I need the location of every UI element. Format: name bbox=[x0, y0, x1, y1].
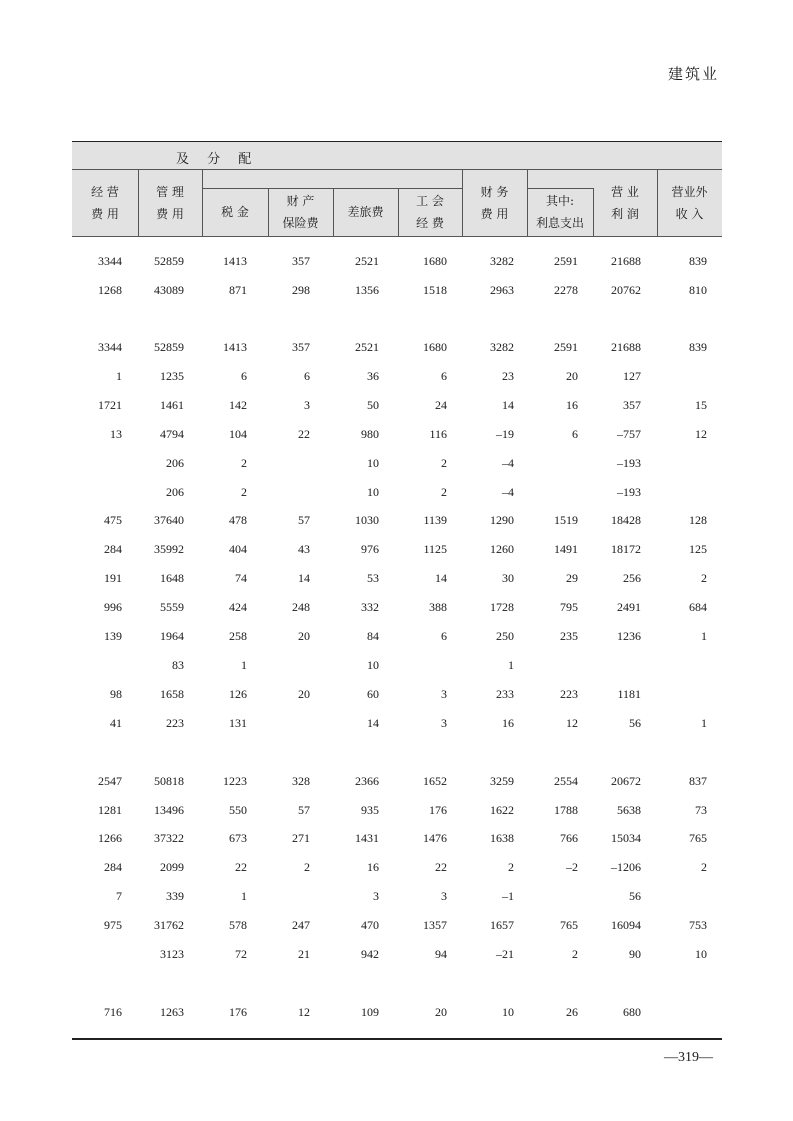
page-number: —319— bbox=[664, 1050, 713, 1065]
table-cell: 2 bbox=[304, 860, 310, 874]
table-cell: 2591 bbox=[554, 340, 578, 354]
table-cell: 16094 bbox=[611, 918, 641, 932]
table-cell: 4794 bbox=[160, 427, 184, 441]
table-cell: 1290 bbox=[490, 513, 514, 527]
table-cell: 10 bbox=[367, 658, 379, 672]
table-cell: 29 bbox=[566, 571, 578, 585]
table-cell: 57 bbox=[298, 513, 310, 527]
table-cell: 72 bbox=[235, 947, 247, 961]
table-cell: 22 bbox=[435, 860, 447, 874]
table-cell: 16 bbox=[502, 716, 514, 730]
table-cell: 90 bbox=[629, 947, 641, 961]
table-cell: 104 bbox=[229, 427, 247, 441]
table-cell: 753 bbox=[689, 918, 707, 932]
table-cell: 10 bbox=[367, 485, 379, 499]
table-cell: 16 bbox=[367, 860, 379, 874]
column-header: 营业外 收 入 bbox=[671, 185, 708, 221]
table-row bbox=[72, 889, 722, 907]
table-cell: 50 bbox=[367, 398, 379, 412]
table-cell: 810 bbox=[689, 283, 707, 297]
table-cell: 3 bbox=[373, 889, 379, 903]
table-cell: 3 bbox=[304, 398, 310, 412]
table-cell: 766 bbox=[560, 831, 578, 845]
table-cell: 3282 bbox=[490, 254, 514, 268]
table-row bbox=[72, 542, 722, 560]
table-cell: –19 bbox=[496, 427, 514, 441]
table-cell: –1206 bbox=[611, 860, 641, 874]
table-cell: 139 bbox=[104, 629, 122, 643]
table-cell: 6 bbox=[304, 369, 310, 383]
table-row bbox=[72, 340, 722, 358]
table-cell: 716 bbox=[104, 1005, 122, 1019]
table-cell: 23 bbox=[502, 369, 514, 383]
table-cell: 1 bbox=[116, 369, 122, 383]
table-cell: 1266 bbox=[98, 831, 122, 845]
table-cell: –21 bbox=[496, 947, 514, 961]
table-row bbox=[72, 629, 722, 647]
table-cell: 2099 bbox=[160, 860, 184, 874]
table-cell: 60 bbox=[367, 687, 379, 701]
table-cell: 3344 bbox=[98, 340, 122, 354]
table-cell: 1431 bbox=[355, 831, 379, 845]
table-cell: 942 bbox=[361, 947, 379, 961]
table-cell: 2 bbox=[508, 860, 514, 874]
table-cell: 14 bbox=[298, 571, 310, 585]
table-cell: 131 bbox=[229, 716, 247, 730]
table-cell: 284 bbox=[104, 860, 122, 874]
table-row bbox=[72, 398, 722, 416]
table-cell: 2521 bbox=[355, 254, 379, 268]
table-cell: 2591 bbox=[554, 254, 578, 268]
table-cell: –4 bbox=[502, 456, 514, 470]
table-cell: 16 bbox=[566, 398, 578, 412]
table-row bbox=[72, 774, 722, 792]
table-cell: 2 bbox=[701, 860, 707, 874]
table-cell: 1139 bbox=[423, 513, 447, 527]
table-cell: 20 bbox=[298, 629, 310, 643]
table-cell: 578 bbox=[229, 918, 247, 932]
table-cell: 21688 bbox=[611, 254, 641, 268]
table-cell: 3259 bbox=[490, 774, 514, 788]
table-cell: 684 bbox=[689, 600, 707, 614]
table-cell: –757 bbox=[617, 427, 641, 441]
table-cell: 1356 bbox=[355, 283, 379, 297]
table-cell: 15034 bbox=[611, 831, 641, 845]
table-cell: 22 bbox=[298, 427, 310, 441]
table-cell: 673 bbox=[229, 831, 247, 845]
table-cell: 765 bbox=[689, 831, 707, 845]
table-cell: 3123 bbox=[160, 947, 184, 961]
table-cell: 128 bbox=[689, 513, 707, 527]
table-cell: 1622 bbox=[490, 803, 514, 817]
table-cell: 109 bbox=[361, 1005, 379, 1019]
table-cell: 1 bbox=[701, 716, 707, 730]
column-header: 税 金 bbox=[221, 205, 249, 219]
table-cell: 12 bbox=[695, 427, 707, 441]
table-row bbox=[72, 687, 722, 705]
table-row bbox=[72, 918, 722, 936]
table-cell: 871 bbox=[229, 283, 247, 297]
table-cell: 1263 bbox=[160, 1005, 184, 1019]
column-header: 经 营 费 用 bbox=[91, 185, 119, 221]
column-header: 管 理 费 用 bbox=[156, 185, 184, 221]
column-header: 工 会 经 费 bbox=[416, 194, 444, 230]
table-cell: 250 bbox=[496, 629, 514, 643]
table-cell: 5559 bbox=[160, 600, 184, 614]
table-cell: 1491 bbox=[554, 542, 578, 556]
table-cell: 191 bbox=[104, 571, 122, 585]
table-row bbox=[72, 571, 722, 589]
table-cell: 839 bbox=[689, 340, 707, 354]
table-cell: 357 bbox=[292, 254, 310, 268]
table-cell: 20 bbox=[298, 687, 310, 701]
table-cell: 404 bbox=[229, 542, 247, 556]
table-cell: 43 bbox=[298, 542, 310, 556]
table-row bbox=[72, 803, 722, 821]
table-cell: 22 bbox=[235, 860, 247, 874]
table-cell: 176 bbox=[429, 803, 447, 817]
table-cell: 475 bbox=[104, 513, 122, 527]
table-cell: 258 bbox=[229, 629, 247, 643]
table-cell: 6 bbox=[241, 369, 247, 383]
table-cell: 1680 bbox=[423, 340, 447, 354]
table-cell: 1519 bbox=[554, 513, 578, 527]
table-row bbox=[72, 600, 722, 618]
table-cell: 1260 bbox=[490, 542, 514, 556]
column-header: 财 务 费 用 bbox=[480, 185, 509, 221]
table-cell: 37640 bbox=[154, 513, 184, 527]
table-cell: 1964 bbox=[160, 629, 184, 643]
table-cell: 1518 bbox=[423, 283, 447, 297]
table-cell: 357 bbox=[623, 398, 641, 412]
table-cell: 935 bbox=[361, 803, 379, 817]
table-row bbox=[72, 485, 722, 503]
table-cell: 837 bbox=[689, 774, 707, 788]
table-cell: 975 bbox=[104, 918, 122, 932]
table-cell: 2 bbox=[441, 485, 447, 499]
table-cell: 1413 bbox=[223, 340, 247, 354]
table-cell: 247 bbox=[292, 918, 310, 932]
table-cell: 235 bbox=[560, 629, 578, 643]
table-cell: 1721 bbox=[98, 398, 122, 412]
table-cell: 84 bbox=[367, 629, 379, 643]
table-cell: 3 bbox=[441, 687, 447, 701]
table-title: 及 分 配 bbox=[176, 152, 252, 167]
table-cell: 1223 bbox=[223, 774, 247, 788]
table-cell: 35992 bbox=[154, 542, 184, 556]
table-cell: 1125 bbox=[423, 542, 447, 556]
table-cell: –193 bbox=[617, 456, 641, 470]
table-cell: 3282 bbox=[490, 340, 514, 354]
table-cell: 1 bbox=[241, 889, 247, 903]
table-cell: 1 bbox=[701, 629, 707, 643]
table-cell: 26 bbox=[566, 1005, 578, 1019]
table-cell: 284 bbox=[104, 542, 122, 556]
table-cell: 1648 bbox=[160, 571, 184, 585]
running-head: 建筑业 bbox=[667, 65, 719, 83]
table-cell: 1658 bbox=[160, 687, 184, 701]
table-cell: 15 bbox=[695, 398, 707, 412]
table-cell: 2278 bbox=[554, 283, 578, 297]
table-cell: 795 bbox=[560, 600, 578, 614]
table-cell: 74 bbox=[235, 571, 247, 585]
table-cell: 20762 bbox=[611, 283, 641, 297]
table-cell: 10 bbox=[367, 456, 379, 470]
table-cell: 1788 bbox=[554, 803, 578, 817]
table-cell: 332 bbox=[361, 600, 379, 614]
table-cell: 18428 bbox=[611, 513, 641, 527]
table-cell: 10 bbox=[502, 1005, 514, 1019]
table-cell: 1 bbox=[508, 658, 514, 672]
table-cell: 7 bbox=[116, 889, 122, 903]
table-row bbox=[72, 369, 722, 387]
table-cell: 1030 bbox=[355, 513, 379, 527]
table-bottom-rule bbox=[72, 1038, 722, 1040]
table-cell: –4 bbox=[502, 485, 514, 499]
table-cell: –2 bbox=[566, 860, 578, 874]
table-title-band bbox=[72, 142, 722, 170]
table-cell: 1413 bbox=[223, 254, 247, 268]
table-cell: 116 bbox=[429, 427, 447, 441]
table-cell: 14 bbox=[367, 716, 379, 730]
table-cell: 56 bbox=[629, 716, 641, 730]
table-cell: 424 bbox=[229, 600, 247, 614]
table-cell: 478 bbox=[229, 513, 247, 527]
table-cell: 50818 bbox=[154, 774, 184, 788]
table-cell: 2521 bbox=[355, 340, 379, 354]
table-cell: 680 bbox=[623, 1005, 641, 1019]
table-cell: 21688 bbox=[611, 340, 641, 354]
table-cell: 248 bbox=[292, 600, 310, 614]
table-cell: 14 bbox=[502, 398, 514, 412]
table-cell: 223 bbox=[166, 716, 184, 730]
table-cell: 839 bbox=[689, 254, 707, 268]
table-cell: 1357 bbox=[423, 918, 447, 932]
table-cell: 1281 bbox=[98, 803, 122, 817]
table-cell: 12 bbox=[566, 716, 578, 730]
table-cell: 30 bbox=[502, 571, 514, 585]
table-cell: 2366 bbox=[355, 774, 379, 788]
table-cell: 256 bbox=[623, 571, 641, 585]
table-cell: 52859 bbox=[154, 340, 184, 354]
table-cell: 53 bbox=[367, 571, 379, 585]
table-cell: 125 bbox=[689, 542, 707, 556]
table-cell: 2 bbox=[241, 485, 247, 499]
table-cell: 298 bbox=[292, 283, 310, 297]
column-header: 财 产 保险费 bbox=[282, 194, 319, 230]
table-cell: 6 bbox=[572, 427, 578, 441]
table-cell: 2547 bbox=[98, 774, 122, 788]
table-cell: 43089 bbox=[154, 283, 184, 297]
table-row bbox=[72, 283, 722, 301]
table-row bbox=[72, 658, 722, 676]
table-cell: 765 bbox=[560, 918, 578, 932]
table-cell: 73 bbox=[695, 803, 707, 817]
table-cell: 18172 bbox=[611, 542, 641, 556]
table-cell: 12 bbox=[298, 1005, 310, 1019]
table-cell: 2 bbox=[701, 571, 707, 585]
table-cell: 1657 bbox=[490, 918, 514, 932]
table-cell: 357 bbox=[292, 340, 310, 354]
table-cell: 20 bbox=[566, 369, 578, 383]
table-cell: 36 bbox=[367, 369, 379, 383]
table-row bbox=[72, 427, 722, 445]
column-header: 差旅费 bbox=[347, 205, 384, 219]
table-cell: –193 bbox=[617, 485, 641, 499]
table-cell: 57 bbox=[298, 803, 310, 817]
table-cell: 470 bbox=[361, 918, 379, 932]
table-cell: 223 bbox=[560, 687, 578, 701]
table-cell: 56 bbox=[629, 889, 641, 903]
table-cell: 2491 bbox=[617, 600, 641, 614]
table-cell: 1461 bbox=[160, 398, 184, 412]
table-cell: 1476 bbox=[423, 831, 447, 845]
table-cell: 328 bbox=[292, 774, 310, 788]
table-cell: 1235 bbox=[160, 369, 184, 383]
table-cell: 2963 bbox=[490, 283, 514, 297]
table-cell: 3344 bbox=[98, 254, 122, 268]
table-cell: 2 bbox=[241, 456, 247, 470]
table-cell: 388 bbox=[429, 600, 447, 614]
table-cell: 20672 bbox=[611, 774, 641, 788]
table-cell: 3 bbox=[441, 889, 447, 903]
table-cell: 176 bbox=[229, 1005, 247, 1019]
table-cell: 2554 bbox=[554, 774, 578, 788]
table-cell: 2 bbox=[572, 947, 578, 961]
table-cell: 13496 bbox=[154, 803, 184, 817]
table-cell: 550 bbox=[229, 803, 247, 817]
table-cell: 14 bbox=[435, 571, 447, 585]
table-cell: 24 bbox=[435, 398, 447, 412]
column-header: 营 业 利 润 bbox=[611, 185, 639, 221]
table-cell: 1680 bbox=[423, 254, 447, 268]
table-cell: 3 bbox=[441, 716, 447, 730]
table-cell: 31762 bbox=[154, 918, 184, 932]
table-cell: 94 bbox=[435, 947, 447, 961]
table-cell: –1 bbox=[502, 889, 514, 903]
table-row bbox=[72, 716, 722, 734]
table-cell: 1638 bbox=[490, 831, 514, 845]
table-cell: 126 bbox=[229, 687, 247, 701]
table-cell: 20 bbox=[435, 1005, 447, 1019]
table-cell: 996 bbox=[104, 600, 122, 614]
table-cell: 271 bbox=[292, 831, 310, 845]
table-cell: 980 bbox=[361, 427, 379, 441]
table-cell: 1268 bbox=[98, 283, 122, 297]
table-cell: 1728 bbox=[490, 600, 514, 614]
table-cell: 206 bbox=[166, 456, 184, 470]
table-cell: 21 bbox=[298, 947, 310, 961]
table-cell: 206 bbox=[166, 485, 184, 499]
table-cell: 52859 bbox=[154, 254, 184, 268]
table-cell: 6 bbox=[441, 629, 447, 643]
table-cell: 6 bbox=[441, 369, 447, 383]
table-cell: 142 bbox=[229, 398, 247, 412]
table-cell: 5638 bbox=[617, 803, 641, 817]
table-cell: 1652 bbox=[423, 774, 447, 788]
table-cell: 1236 bbox=[617, 629, 641, 643]
table-row bbox=[72, 860, 722, 878]
table-cell: 98 bbox=[110, 687, 122, 701]
table-cell: 127 bbox=[623, 369, 641, 383]
table-row bbox=[72, 254, 722, 272]
table-row bbox=[72, 513, 722, 531]
table-cell: 83 bbox=[172, 658, 184, 672]
table-cell: 1 bbox=[241, 658, 247, 672]
table-row bbox=[72, 1005, 722, 1023]
column-header: 其中: 利息支出 bbox=[535, 194, 584, 230]
table-row bbox=[72, 947, 722, 965]
table-row bbox=[72, 831, 722, 849]
table-cell: 1181 bbox=[617, 687, 641, 701]
table-cell: 2 bbox=[441, 456, 447, 470]
table-cell: 13 bbox=[110, 427, 122, 441]
table-row bbox=[72, 456, 722, 474]
table-cell: 10 bbox=[695, 947, 707, 961]
table-cell: 41 bbox=[110, 716, 122, 730]
table-cell: 339 bbox=[166, 889, 184, 903]
table-cell: 976 bbox=[361, 542, 379, 556]
table-cell: 37322 bbox=[154, 831, 184, 845]
table-cell: 233 bbox=[496, 687, 514, 701]
